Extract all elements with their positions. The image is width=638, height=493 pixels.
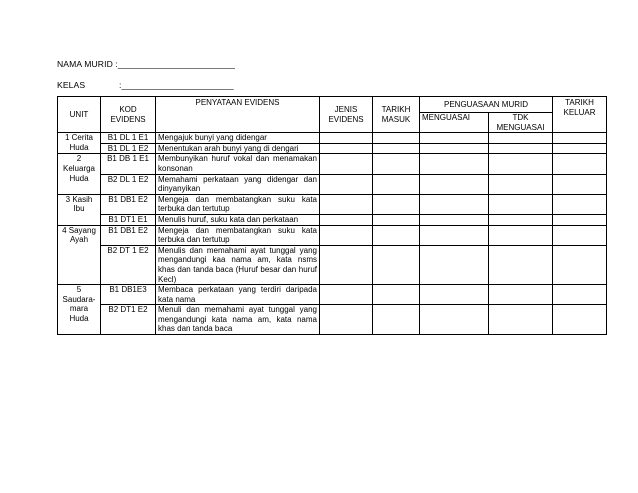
tarikh-masuk-cell[interactable]	[373, 214, 420, 225]
unit-cell: 3 Kasih Ibu	[58, 194, 101, 225]
nama-murid-label: NAMA MURID :	[57, 59, 118, 69]
tdk-menguasai-cell[interactable]	[489, 225, 553, 245]
kod-cell: B2 DL 1 E2	[101, 174, 156, 194]
table-row	[58, 225, 607, 245]
col-jenis-evidens: JENIS EVIDENS	[320, 97, 373, 133]
tarikh-keluar-cell[interactable]	[553, 194, 607, 214]
penyataan-cell: Menentukan arah bunyi yang di dengari	[156, 143, 320, 154]
kod-cell: B1 DB1 E2	[101, 225, 156, 245]
penyataan-cell: Mengeja dan membatangkan suku kata terbuka dan tertutup	[156, 225, 320, 245]
tdk-menguasai-cell[interactable]	[489, 214, 553, 225]
menguasai-cell[interactable]	[420, 225, 489, 245]
tarikh-keluar-cell[interactable]	[553, 305, 607, 335]
kelas-field	[57, 80, 234, 90]
jenis-cell[interactable]	[320, 305, 373, 335]
kod-cell: B1 DB1 E2	[101, 194, 156, 214]
tarikh-masuk-cell[interactable]	[373, 225, 420, 245]
table-row	[58, 174, 607, 194]
nama-murid-field	[57, 59, 235, 69]
tdk-menguasai-cell[interactable]	[489, 143, 553, 154]
table-row	[58, 154, 607, 174]
unit-cell: 4 Sayang Ayah	[58, 225, 101, 285]
tarikh-masuk-cell[interactable]	[373, 154, 420, 174]
kelas-line: :_______________________	[119, 80, 234, 90]
table-row	[58, 305, 607, 335]
tarikh-masuk-cell[interactable]	[373, 143, 420, 154]
table-row	[58, 285, 607, 305]
table-row	[58, 214, 607, 225]
jenis-cell[interactable]	[320, 245, 373, 284]
jenis-cell[interactable]	[320, 214, 373, 225]
kod-cell: B1 DL 1 E1	[101, 133, 156, 144]
kod-cell: B2 DT1 E2	[101, 305, 156, 335]
tdk-menguasai-cell[interactable]	[489, 285, 553, 305]
jenis-cell[interactable]	[320, 154, 373, 174]
menguasai-cell[interactable]	[420, 174, 489, 194]
tarikh-keluar-cell[interactable]	[553, 143, 607, 154]
kod-cell: B1 DB 1 E1	[101, 154, 156, 174]
tdk-menguasai-cell[interactable]	[489, 305, 553, 335]
jenis-cell[interactable]	[320, 133, 373, 144]
table-row	[58, 245, 607, 284]
menguasai-cell[interactable]	[420, 305, 489, 335]
kod-cell: B1 DT1 E1	[101, 214, 156, 225]
menguasai-cell[interactable]	[420, 143, 489, 154]
tdk-menguasai-cell[interactable]	[489, 133, 553, 144]
header-row	[58, 97, 607, 113]
menguasai-cell[interactable]	[420, 154, 489, 174]
jenis-cell[interactable]	[320, 225, 373, 245]
jenis-cell[interactable]	[320, 174, 373, 194]
tdk-menguasai-cell[interactable]	[489, 174, 553, 194]
tarikh-masuk-cell[interactable]	[373, 133, 420, 144]
penyataan-cell: Menulis huruf, suku kata dan perkataan	[156, 214, 320, 225]
tdk-menguasai-cell[interactable]	[489, 245, 553, 284]
table-row	[58, 143, 607, 154]
col-tarikh-masuk: TARIKH MASUK	[373, 97, 420, 133]
menguasai-cell[interactable]	[420, 133, 489, 144]
nama-murid-line: ________________________	[117, 59, 235, 69]
col-penguasaan-murid: PENGUASAAN MURID	[420, 97, 553, 113]
penyataan-cell: Menulis dan memahami ayat tunggal yang mengandungi kaa nama am, kata nsms khas dan tanda baca (Huruf besar dan huruf Kecl)	[156, 245, 320, 284]
tarikh-keluar-cell[interactable]	[553, 285, 607, 305]
tarikh-keluar-cell[interactable]	[553, 133, 607, 144]
menguasai-cell[interactable]	[420, 285, 489, 305]
penyataan-cell: Mengajuk bunyi yang didengar	[156, 133, 320, 144]
col-unit: UNIT	[58, 97, 101, 133]
penyataan-cell: Memahami perkataan yang didengar dan dinyanyikan	[156, 174, 320, 194]
col-tdk-menguasai: TDK MENGUASAI	[489, 113, 553, 133]
tarikh-keluar-cell[interactable]	[553, 174, 607, 194]
tarikh-keluar-cell[interactable]	[553, 154, 607, 174]
unit-cell: 2 Keluarga Huda	[58, 154, 101, 194]
menguasai-cell[interactable]	[420, 194, 489, 214]
tdk-menguasai-cell[interactable]	[489, 154, 553, 174]
col-penyataan-evidens: PENYATAAN EVIDENS	[156, 97, 320, 133]
kod-cell: B1 DB1E3	[101, 285, 156, 305]
col-kod-evidens: KOD EVIDENS	[101, 97, 156, 133]
penyataan-cell: Menuli dan memahami ayat tunggal yang mengandungi kata nama am, kata nama khas dan tanda baca	[156, 305, 320, 335]
unit-cell: 5 Saudara-mara Huda	[58, 285, 101, 335]
tdk-menguasai-cell[interactable]	[489, 194, 553, 214]
jenis-cell[interactable]	[320, 194, 373, 214]
menguasai-cell[interactable]	[420, 245, 489, 284]
penyataan-cell: Membunyikan huruf vokal dan menamakan konsonan	[156, 154, 320, 174]
kod-cell: B2 DT 1 E2	[101, 245, 156, 284]
jenis-cell[interactable]	[320, 143, 373, 154]
evidence-table	[57, 96, 607, 335]
tarikh-masuk-cell[interactable]	[373, 305, 420, 335]
jenis-cell[interactable]	[320, 285, 373, 305]
penyataan-cell: Mengeja dan membatangkan suku kata terbuka dan tertutup	[156, 194, 320, 214]
table-row	[58, 133, 607, 144]
penyataan-cell: Membaca perkataan yang terdiri daripada kata nama	[156, 285, 320, 305]
tarikh-keluar-cell[interactable]	[553, 245, 607, 284]
menguasai-cell[interactable]	[420, 214, 489, 225]
tarikh-masuk-cell[interactable]	[373, 194, 420, 214]
tarikh-keluar-cell[interactable]	[553, 214, 607, 225]
kod-cell: B1 DL 1 E2	[101, 143, 156, 154]
col-tarikh-keluar: TARIKH KELUAR	[553, 97, 607, 133]
kelas-label: KELAS	[57, 80, 86, 90]
tarikh-masuk-cell[interactable]	[373, 174, 420, 194]
tarikh-masuk-cell[interactable]	[373, 285, 420, 305]
table-row	[58, 194, 607, 214]
tarikh-masuk-cell[interactable]	[373, 245, 420, 284]
unit-cell: 1 Cerita Huda	[58, 133, 101, 154]
tarikh-keluar-cell[interactable]	[553, 225, 607, 245]
col-menguasai: MENGUASAI	[420, 113, 489, 133]
